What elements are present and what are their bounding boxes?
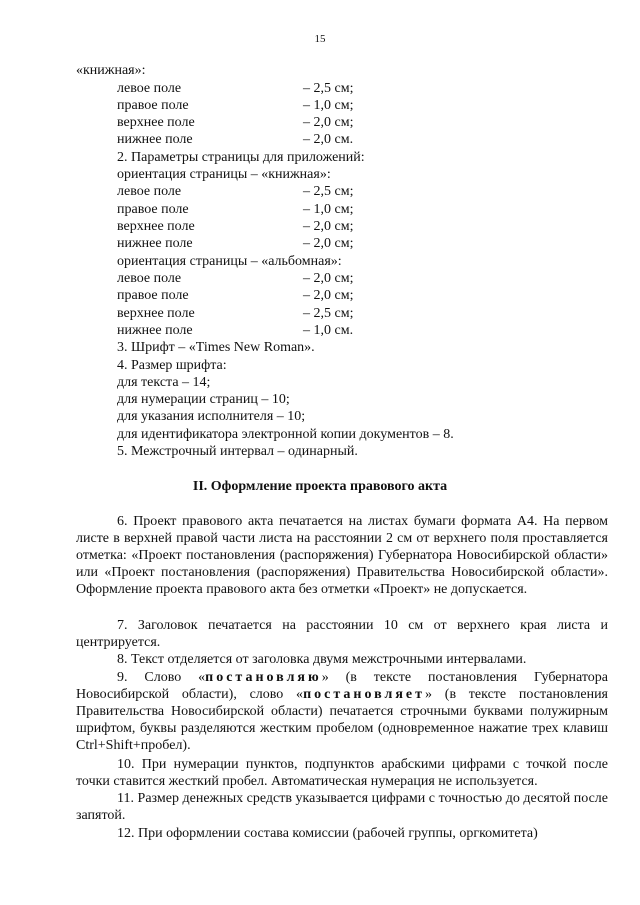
margin-label: верхнее поле [117,306,195,321]
margin-label: левое поле [117,271,182,286]
paragraph-9-part: 9. Слово « [117,670,206,685]
margin-label: нижнее поле [117,323,193,338]
margin-label: нижнее поле [117,236,193,251]
margin-value: – 2,0 см; [303,219,354,234]
margin-label: правое поле [117,202,189,217]
margin-label: левое поле [117,81,182,96]
margin-label: правое поле [117,288,189,303]
paragraph-9-part: » (в тексте постановления Правительства Новосибирской области) печатается строчными буквами полужирным шрифтом, буквы разделяются жестким пробелом (одновременное нажатие трех клавиш Ctrl+Shift+пробел). [76,687,609,753]
margin-label: правое поле [117,98,189,113]
orientation-landscape: ориентация страницы – «альбомная»: [117,254,342,269]
paragraph-12: 12. При оформлении состава комиссии (рабочей группы, оргкомитета) [117,826,538,841]
paragraph-6: 6. Проект правового акта печатается на листах бумаги формата А4. На первом листе в верхней правой части листа на расстоянии 2 см от верхнего поля проставляется отметка: «Проект постановления (распоряжения) Губернатора Новосибирской области» или «Проект постановления (распоряжения) Правительства Новосибирской области». Оформление проекта правового акта без отметки «Проект» не допускается. [76,514,608,597]
font-size-item: для текста – 14; [117,375,211,390]
paragraph-9-part: » (в тексте постановления Губернатора Новосибирской области), слово « [76,670,608,702]
margin-value: – 2,5 см; [303,306,354,321]
emphasized-word: постановляет [303,687,426,702]
item-4-title: 4. Размер шрифта: [117,358,227,373]
page-number: 15 [314,33,326,45]
emphasized-word: постановляю [205,670,322,685]
margin-value: – 2,5 см; [303,184,354,199]
paragraph-10: 10. При нумерации пунктов, подпунктов арабскими цифрами с точкой после точки ставится жесткий пробел. Автоматическая нумерация не используется. [76,757,608,789]
section-heading: II. Оформление проекта правового акта [192,479,448,494]
margin-value: – 2,0 см; [303,271,354,286]
margin-value: – 1,0 см; [303,202,354,217]
margin-value: – 2,0 см; [303,236,354,251]
paragraph-9 [76,669,608,754]
orientation-portrait: ориентация страницы – «книжная»: [117,167,331,182]
margin-value: – 2,0 см; [303,288,354,303]
item-5: 5. Межстрочный интервал – одинарный. [117,444,358,459]
font-size-item: для идентификатора электронной копии документов – 8. [117,427,454,442]
margin-label: нижнее поле [117,132,193,147]
continuation-text: «книжная»: [76,63,146,78]
item-3: 3. Шрифт – «Times New Roman». [117,340,315,355]
item-2-title: 2. Параметры страницы для приложений: [117,150,365,165]
margin-value: – 1,0 см; [303,98,354,113]
margin-label: левое поле [117,184,182,199]
paragraph-7: 7. Заголовок печатается на расстоянии 10 см от верхнего края листа и центрируется. [76,618,608,650]
paragraph-8: 8. Текст отделяется от заголовка двумя межстрочными интервалами. [117,652,527,667]
font-size-item: для нумерации страниц – 10; [117,392,290,407]
margin-value: – 2,0 см. [303,132,354,147]
margin-label: верхнее поле [117,219,195,234]
margin-value: – 1,0 см. [303,323,354,338]
margin-value: – 2,5 см; [303,81,354,96]
font-size-item: для указания исполнителя – 10; [117,409,306,424]
margin-label: верхнее поле [117,115,195,130]
margin-value: – 2,0 см; [303,115,354,130]
paragraph-11: 11. Размер денежных средств указывается цифрами с точностью до десятой после запятой. [76,791,608,823]
